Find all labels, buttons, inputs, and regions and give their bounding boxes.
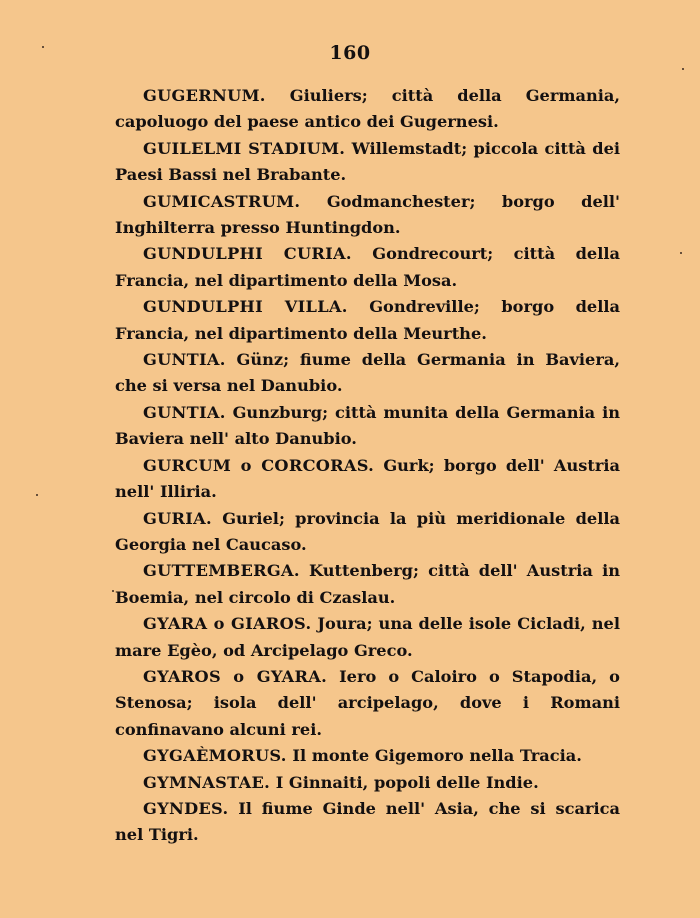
entry-gygaemorus [115,743,620,769]
entry-text: Giuliers; città della Germania, capoluogo del paese antico dei Gugernesi. [115,86,621,132]
entry-headword: GUTTEMBERGA. [143,561,300,581]
entry-gumicastrum [115,189,620,242]
entry-text: Il fiume Ginde nell' Asia, che si scarica nel Tigri. [115,798,620,845]
paper-speck [36,494,38,496]
entry-guntia-2 [115,400,620,453]
entry-headword: GUNDULPHI VILLA. [143,297,348,317]
entry-text: Günz; fiume della Germania in Baviera, che si versa nel Danubio. [115,350,621,396]
entry-text: Godmanchester; borgo dell' Inghilterra presso Huntingdon. [115,191,621,238]
entry-gyndes [115,796,620,849]
entry-headword: GYMNASTAE. [143,772,271,792]
entry-headword: GUMICASTRUM. [143,191,301,211]
entry-guntia-1 [115,347,620,400]
entry-text: Joura; una delle isole Cicladi, nel mare Egèo, od Arcipelago Greco. [115,614,621,660]
entry-gyara [115,611,620,664]
entry-text: I Ginnaiti, popoli delle Indie. [275,772,539,792]
entry-text: Willemstadt; piccola città dei Paesi Bassi nel Brabante. [115,138,621,185]
entry-headword: GYARA o GIAROS. [143,614,312,634]
entry-guilelmi-stadium [115,136,620,189]
page-number: 160 [329,42,371,64]
entry-headword: GUGERNUM. [143,86,266,105]
entry-text: Gunzburg; città munita della Germania in Baviera nell' alto Danubio. [115,402,621,449]
entry-headword: GUNDULPHI CURIA. [143,244,352,264]
entry-text: Gondrecourt; città della Francia, nel dipartimento della Mosa. [115,244,620,290]
entry-text: Guriel; provincia la più meridionale della Georgia nel Caucaso. [115,508,620,554]
paper-speck [680,252,682,254]
entry-guttemberga [115,558,620,611]
entry-headword: GYGAÈMORUS. [143,746,287,766]
entry-headword: GURIA. [143,508,212,528]
paper-speck [42,46,44,48]
entry-text: Kuttenberg; città dell' Austria in Boemia, nel circolo di Czaslau. [115,561,620,607]
entry-gyaros [115,664,620,743]
paper-speck [112,590,114,592]
entry-guria [115,506,620,559]
entry-gurcum [115,453,620,506]
entry-text: Gurk; borgo dell' Austria nell' Illiria. [115,455,621,502]
paper-speck [682,68,684,70]
entry-text: Iero o Caloiro o Stapodia, o Stenosa; isola dell' arcipelago, dove i Romani confinavano alcuni rei. [115,666,620,739]
entry-gundulphi-villa [115,294,620,347]
entry-headword: GUNTIA. [143,402,226,422]
entry-headword: GUNTIA. [143,350,226,370]
entry-headword: GUILELMI STADIUM. [143,138,346,158]
entry-gundulphi-curia [115,241,620,294]
entry-text: Il monte Gigemoro nella Tracia. [292,746,582,766]
dictionary-entries [115,83,620,849]
entry-headword: GURCUM o CORCORAS. [143,455,375,475]
entry-gymnastae [115,770,620,796]
entry-gugernum [115,83,620,136]
entry-headword: GYAROS o GYARA. [143,666,328,686]
entry-headword: GYNDES. [143,798,229,818]
entry-text: Gondreville; borgo della Francia, nel dipartimento della Meurthe. [115,297,621,343]
